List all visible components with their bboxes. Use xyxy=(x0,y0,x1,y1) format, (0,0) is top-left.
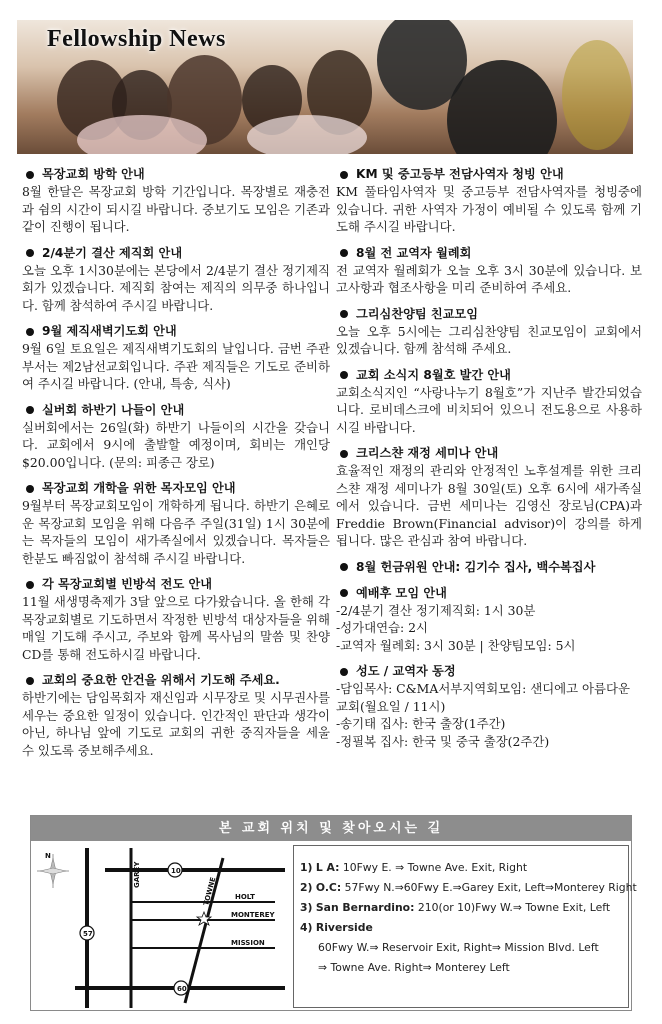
announcement-text: KM 풀타임사역자 및 중고등부 전담사역자를 청빙중에 있습니다. 귀한 사역자 가정이 예비될 수 있도록 함께 기도해 주시길 바랍니다. xyxy=(336,184,642,234)
announcement xyxy=(336,663,642,750)
location-map xyxy=(35,848,287,1008)
announcement-title: 2/4분기 결산 제직회 안내 xyxy=(42,245,183,260)
directions-box xyxy=(30,815,637,1011)
compass-icon xyxy=(37,852,69,888)
bullet-icon xyxy=(340,249,348,257)
announcement-text: 실버회에서는 26일(화) 하반기 나들이의 시간을 갖습니다. 교회에서 9시에 출발할 예정이며, 회비는 개인당 $20.00입니다. (문의: 피종근 장로) xyxy=(22,419,330,470)
announcement-text: 전 교역자 월례회가 오늘 오후 3시 30분에 있습니다. 보고사항과 협조사항을 미리 준비하여 주세요. xyxy=(336,262,642,295)
monterey-label: MONTEREY xyxy=(231,911,275,919)
list-item: -2/4분기 결산 정기제직회: 1시 30분 xyxy=(336,602,536,618)
announcement-title: 교회의 중요한 안건을 위해서 기도해 주세요. xyxy=(42,673,280,687)
announcement-text: 오늘 오후 1시30분에는 본당에서 2/4분기 결산 정기제직회가 있겠습니다. 제직회 참여는 제직의 의무중 하나입니다. 함께 참석하여 주시길 바랍니다. xyxy=(22,262,330,313)
list-item: -담임목사: C&MA서부지역회모임: 샌디에고 아름다운 교회(월요일 / 11시) xyxy=(336,681,630,714)
bullet-icon xyxy=(340,171,348,179)
announcement xyxy=(336,559,642,576)
announcement-text: 오늘 오후 5시에는 그리심찬양팀 친교모임이 교회에서 있겠습니다. 함께 참석해 주세요. xyxy=(336,323,642,356)
announcement-title: 예배후 모임 안내 xyxy=(356,585,447,600)
announcement-text: 효율적인 재정의 관리와 안정적인 노후설계를 위한 크리스챤 재정 세미나가 8월 30일(토) 오후 6시에 새가족실에서 있습니다. 금번 세미나는 김영신 장로님(CPA)과 Freddie Brown(Financial advisor)이 강의를 하게 됩니다. 많은 관심과 참여 바랍니다. xyxy=(336,463,642,548)
announcement-title: 교회 소식지 8월호 발간 안내 xyxy=(356,367,511,382)
announcement-text: 11월 새생명축제가 3달 앞으로 다가왔습니다. 올 한해 각 목장교회별로 기도하면서 작정한 빈방석 대상자들을 위해 매일 기도해 주시고, 주보와 함께 목사님의 말씀 및 찬양 CD를 통해 전도하시길 바랍니다. xyxy=(22,594,330,662)
north-label: N xyxy=(45,852,51,860)
route-item: 1) L A: 10Fwy E. ⇒ Towne Ave. Exit, Right xyxy=(300,861,528,874)
announcement-title: 실버회 하반기 나들이 안내 xyxy=(42,402,185,417)
announcement-title: 그리심찬양팀 친교모임 xyxy=(356,306,478,321)
list-item: -정필복 집사: 한국 및 중국 출장(2주간) xyxy=(336,733,550,749)
bullet-icon xyxy=(340,668,348,676)
announcement xyxy=(22,672,330,759)
route-directions xyxy=(293,845,637,1008)
announcement-title: 성도 / 교역자 동정 xyxy=(356,664,456,678)
announcement xyxy=(336,306,642,358)
route-item: 4) Riverside xyxy=(300,921,373,934)
bullet-icon xyxy=(340,450,348,458)
announcement xyxy=(22,323,330,393)
announcement-title: 목장교회 개학을 위한 목자모임 안내 xyxy=(42,481,236,495)
banner-photo xyxy=(17,20,633,154)
route-subline: 60Fwy W.⇒ Reservoir Exit, Right⇒ Mission Blvd. Left xyxy=(318,941,599,954)
svg-text:57: 57 xyxy=(83,930,93,938)
left-announcements xyxy=(22,166,330,768)
bullet-icon xyxy=(340,310,348,318)
bullet-icon xyxy=(26,171,34,179)
freeway-60-shield xyxy=(174,981,188,995)
freeway-57-shield xyxy=(80,926,94,940)
bullet-icon xyxy=(26,249,34,257)
announcement-title: KM 및 중고등부 전담사역자 청빙 안내 xyxy=(356,167,564,181)
announcement xyxy=(336,166,642,236)
bullet-icon xyxy=(26,406,34,414)
bullet-icon xyxy=(340,589,348,597)
list-item: -성가대연습: 2시 xyxy=(336,620,428,635)
svg-text:10: 10 xyxy=(171,867,181,875)
announcement-text: 하반기에는 담임목회자 재신임과 시무장로 및 시무권사를 세우는 중요한 일정이 있습니다. 인간적인 판단과 생각이 아닌, 하나님 앞에 기도로 교회의 귀한 중직자들을 세울 수 있도록 중보해주세요. xyxy=(22,690,330,758)
towne-road xyxy=(185,858,223,1003)
mission-label: MISSION xyxy=(231,939,265,947)
announcement xyxy=(22,576,330,663)
holt-label: HOLT xyxy=(235,893,255,901)
announcement-text: 9월 6일 토요일은 제직새벽기도회의 날입니다. 금번 주관부서는 제2남선교회입니다. 주관 제직들은 기도로 준비하여 주시길 바랍니다. (안내, 특송, 식사) xyxy=(22,341,330,391)
bullet-icon xyxy=(26,677,34,685)
announcement xyxy=(336,585,642,655)
list-item: -교역자 월례회: 3시 30분 | 찬양팀모임: 5시 xyxy=(336,637,576,653)
banner-title: Fellowship News xyxy=(47,26,226,52)
announcement xyxy=(22,402,330,472)
list-item: -송기태 집사: 한국 출장(1주간) xyxy=(336,716,506,731)
route-subline: ⇒ Towne Ave. Right⇒ Monterey Left xyxy=(318,961,510,974)
towne-label: TOWNE xyxy=(202,876,218,907)
announcement xyxy=(336,445,642,550)
bullet-icon xyxy=(26,485,34,493)
announcement xyxy=(22,480,330,567)
bullet-icon xyxy=(340,563,348,571)
route-item: 2) O.C: 57Fwy N.⇒60Fwy E.⇒Garey Exit, Left⇒Monterey Right xyxy=(300,881,637,894)
announcement xyxy=(22,166,330,236)
announcement xyxy=(336,245,642,297)
announcement-text: 교회소식지인 “사랑나누기 8월호”가 지난주 발간되었습니다. 로비데스크에 비치되어 있으니 전도용으로 사용하시길 바랍니다. xyxy=(336,384,642,435)
announcement xyxy=(22,245,330,315)
freeway-10-shield xyxy=(168,863,182,877)
announcement-text: 8월 한달은 목장교회 방학 기간입니다. 목장별로 재충전과 쉼의 시간이 되시길 바랍니다. 중보기도 모임은 기존과 같이 진행이 됩니다. xyxy=(22,184,330,234)
announcement-text: 9월부터 목장교회모임이 개학하게 됩니다. 하반기 은혜로운 목장교회 모임을 위해 다음주 주일(31일) 1시 30분에는 목자들의 모임이 새가족실에서 있겠습니다. 목자들은 한분도 빠짐없이 참석해 주시길 바랍니다. xyxy=(22,498,330,566)
bullet-icon xyxy=(26,581,34,589)
announcement-title: 목장교회 방학 안내 xyxy=(42,167,145,181)
announcement-title: 8월 헌금위원 안내: 김기수 집사, 백수복집사 xyxy=(356,559,596,574)
svg-text:60: 60 xyxy=(177,985,187,993)
announcement xyxy=(336,367,642,437)
announcement-title: 8월 전 교역자 월례회 xyxy=(356,245,472,260)
right-announcements xyxy=(336,166,642,759)
announcement-title: 각 목장교회별 빈방석 전도 안내 xyxy=(42,577,213,591)
announcement-title: 크리스챤 재정 세미나 안내 xyxy=(356,446,499,460)
route-item: 3) San Bernardino: 210(or 10)Fwy W.⇒ Towne Exit, Left xyxy=(300,901,611,914)
bullet-icon xyxy=(340,371,348,379)
announcement-title: 9월 제직새벽기도회 안내 xyxy=(42,324,177,338)
directions-header: 본 교회 위치 및 찾아오시는 길 xyxy=(31,816,631,841)
garey-label: GAREY xyxy=(133,861,141,888)
bullet-icon xyxy=(26,328,34,336)
